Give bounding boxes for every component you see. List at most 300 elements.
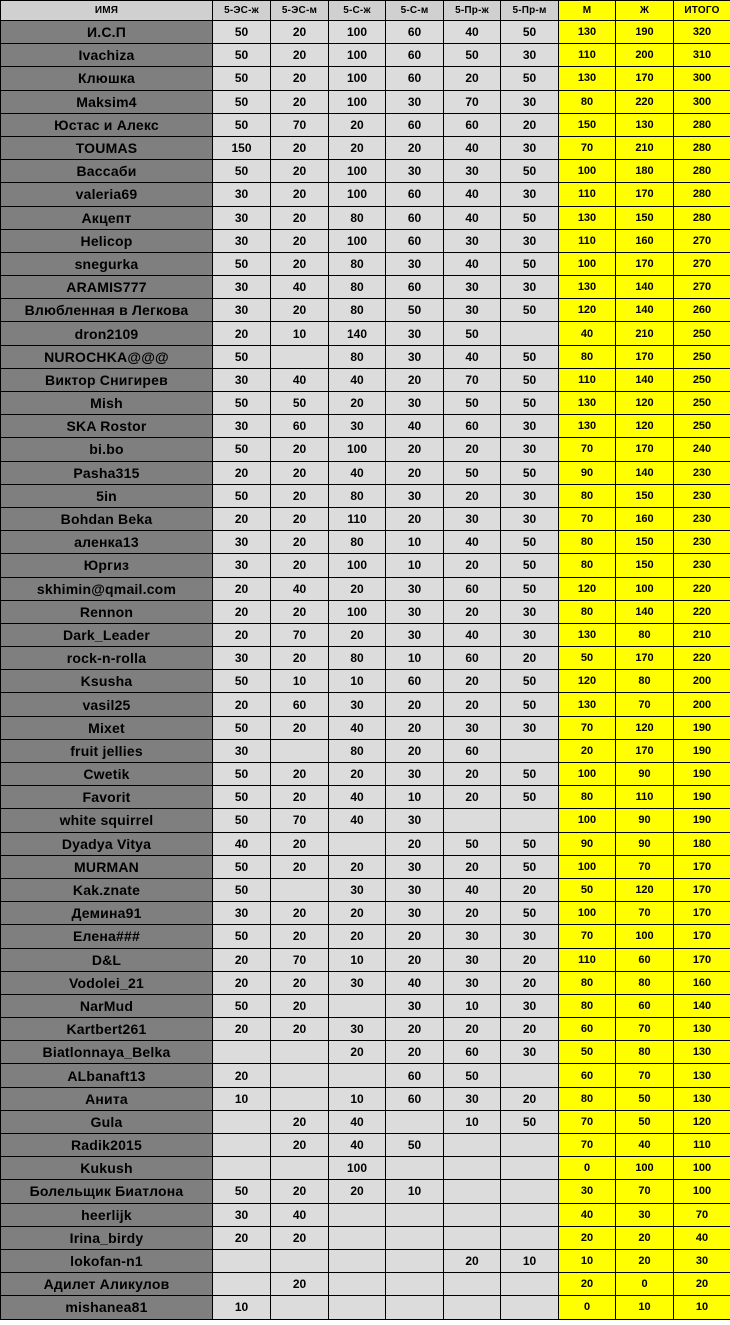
table-row bbox=[1, 368, 730, 391]
score-5-es-zh: 30 bbox=[213, 299, 271, 322]
table-row bbox=[1, 252, 730, 275]
total-zh: 150 bbox=[616, 206, 674, 229]
player-name: skhimin@qmail.com bbox=[1, 577, 213, 600]
score-5-pr-m: 30 bbox=[501, 229, 559, 252]
score-5-es-zh: 50 bbox=[213, 392, 271, 415]
player-name: TOUMAS bbox=[1, 136, 213, 159]
score-5-s-m: 20 bbox=[386, 925, 444, 948]
score-5-s-zh: 80 bbox=[329, 252, 386, 275]
total-overall: 260 bbox=[674, 299, 730, 322]
table-row bbox=[1, 1110, 730, 1133]
score-5-pr-zh bbox=[444, 1134, 501, 1157]
score-5-es-m: 20 bbox=[271, 647, 329, 670]
score-5-es-zh: 20 bbox=[213, 1064, 271, 1087]
table-row bbox=[1, 902, 730, 925]
score-5-pr-m: 50 bbox=[501, 902, 559, 925]
total-zh: 20 bbox=[616, 1226, 674, 1249]
total-overall: 130 bbox=[674, 1087, 730, 1110]
score-5-es-zh: 20 bbox=[213, 948, 271, 971]
table-row bbox=[1, 577, 730, 600]
score-5-es-m: 20 bbox=[271, 786, 329, 809]
total-overall: 280 bbox=[674, 136, 730, 159]
score-5-s-m: 30 bbox=[386, 160, 444, 183]
score-5-es-m: 50 bbox=[271, 392, 329, 415]
score-5-s-zh: 80 bbox=[329, 531, 386, 554]
score-5-es-zh: 50 bbox=[213, 21, 271, 44]
score-5-es-m: 20 bbox=[271, 67, 329, 90]
score-5-s-zh bbox=[329, 994, 386, 1017]
total-zh: 140 bbox=[616, 299, 674, 322]
score-5-es-zh: 50 bbox=[213, 855, 271, 878]
table-row bbox=[1, 206, 730, 229]
table-row bbox=[1, 1041, 730, 1064]
score-5-pr-m: 50 bbox=[501, 786, 559, 809]
total-m: 90 bbox=[559, 461, 616, 484]
table-row bbox=[1, 1134, 730, 1157]
total-overall: 280 bbox=[674, 113, 730, 136]
total-zh: 90 bbox=[616, 763, 674, 786]
table-row bbox=[1, 183, 730, 206]
score-5-s-zh: 20 bbox=[329, 763, 386, 786]
score-5-s-m: 30 bbox=[386, 763, 444, 786]
total-zh: 180 bbox=[616, 160, 674, 183]
total-overall: 190 bbox=[674, 809, 730, 832]
total-overall: 170 bbox=[674, 925, 730, 948]
score-5-pr-m bbox=[501, 1180, 559, 1203]
score-5-s-zh bbox=[329, 1249, 386, 1272]
total-m: 70 bbox=[559, 1110, 616, 1133]
score-5-pr-zh: 30 bbox=[444, 229, 501, 252]
score-5-s-zh: 10 bbox=[329, 948, 386, 971]
score-5-pr-m: 20 bbox=[501, 878, 559, 901]
score-5-es-m: 20 bbox=[271, 299, 329, 322]
total-m: 70 bbox=[559, 925, 616, 948]
total-overall: 230 bbox=[674, 507, 730, 530]
col-header-m: М bbox=[559, 1, 616, 21]
player-name: Dyadya Vitya bbox=[1, 832, 213, 855]
table-row bbox=[1, 600, 730, 623]
score-5-pr-zh bbox=[444, 1180, 501, 1203]
score-5-s-zh: 20 bbox=[329, 623, 386, 646]
score-5-pr-m: 30 bbox=[501, 600, 559, 623]
header-row bbox=[1, 1, 730, 21]
score-5-s-zh: 20 bbox=[329, 392, 386, 415]
score-5-pr-zh: 70 bbox=[444, 368, 501, 391]
score-5-pr-zh: 10 bbox=[444, 1110, 501, 1133]
score-5-es-m: 20 bbox=[271, 1110, 329, 1133]
table-row bbox=[1, 971, 730, 994]
total-m: 60 bbox=[559, 1064, 616, 1087]
total-zh: 150 bbox=[616, 531, 674, 554]
player-name: Ivachiza bbox=[1, 44, 213, 67]
score-5-pr-zh: 20 bbox=[444, 693, 501, 716]
score-5-es-m: 40 bbox=[271, 276, 329, 299]
score-5-pr-zh: 40 bbox=[444, 21, 501, 44]
col-header-5-s-zh: 5-С-ж bbox=[329, 1, 386, 21]
total-overall: 170 bbox=[674, 902, 730, 925]
total-m: 100 bbox=[559, 252, 616, 275]
score-5-es-zh bbox=[213, 1134, 271, 1157]
score-5-pr-m bbox=[501, 809, 559, 832]
score-5-es-zh: 50 bbox=[213, 90, 271, 113]
score-5-pr-zh: 40 bbox=[444, 531, 501, 554]
total-zh: 200 bbox=[616, 44, 674, 67]
score-5-es-zh: 50 bbox=[213, 113, 271, 136]
score-5-pr-zh bbox=[444, 1273, 501, 1296]
score-5-pr-zh bbox=[444, 1157, 501, 1180]
score-5-s-m bbox=[386, 1249, 444, 1272]
total-overall: 220 bbox=[674, 577, 730, 600]
total-m: 70 bbox=[559, 438, 616, 461]
total-m: 130 bbox=[559, 21, 616, 44]
total-overall: 20 bbox=[674, 1273, 730, 1296]
score-5-es-m bbox=[271, 1041, 329, 1064]
score-5-s-m: 10 bbox=[386, 1180, 444, 1203]
table-row bbox=[1, 415, 730, 438]
table-row bbox=[1, 647, 730, 670]
score-5-pr-m bbox=[501, 739, 559, 762]
score-5-pr-m: 50 bbox=[501, 345, 559, 368]
score-5-s-m: 30 bbox=[386, 623, 444, 646]
score-5-pr-zh: 30 bbox=[444, 925, 501, 948]
score-5-s-m: 30 bbox=[386, 809, 444, 832]
total-overall: 320 bbox=[674, 21, 730, 44]
score-5-es-zh: 50 bbox=[213, 44, 271, 67]
total-overall: 100 bbox=[674, 1157, 730, 1180]
score-5-pr-m: 50 bbox=[501, 206, 559, 229]
score-5-es-zh: 30 bbox=[213, 739, 271, 762]
score-5-pr-m: 50 bbox=[501, 554, 559, 577]
score-5-pr-zh: 50 bbox=[444, 44, 501, 67]
score-5-pr-m: 20 bbox=[501, 647, 559, 670]
score-5-es-m bbox=[271, 1249, 329, 1272]
player-name: Favorit bbox=[1, 786, 213, 809]
score-5-pr-m: 30 bbox=[501, 507, 559, 530]
total-zh: 220 bbox=[616, 90, 674, 113]
score-5-es-m: 20 bbox=[271, 183, 329, 206]
col-header-5-es-m: 5-ЭС-м bbox=[271, 1, 329, 21]
total-overall: 200 bbox=[674, 693, 730, 716]
table-row bbox=[1, 392, 730, 415]
player-name: Dark_Leader bbox=[1, 623, 213, 646]
total-zh: 170 bbox=[616, 345, 674, 368]
total-zh: 190 bbox=[616, 21, 674, 44]
score-5-pr-m: 30 bbox=[501, 1041, 559, 1064]
score-5-pr-m: 50 bbox=[501, 763, 559, 786]
score-5-pr-zh: 20 bbox=[444, 554, 501, 577]
score-5-pr-m: 20 bbox=[501, 948, 559, 971]
total-overall: 210 bbox=[674, 623, 730, 646]
score-5-es-m: 20 bbox=[271, 461, 329, 484]
score-5-es-m: 20 bbox=[271, 160, 329, 183]
player-name: Kak.znate bbox=[1, 878, 213, 901]
score-5-s-zh: 100 bbox=[329, 44, 386, 67]
total-overall: 220 bbox=[674, 647, 730, 670]
score-5-s-zh: 40 bbox=[329, 368, 386, 391]
total-zh: 100 bbox=[616, 577, 674, 600]
score-5-s-m: 30 bbox=[386, 600, 444, 623]
player-name: Юргиз bbox=[1, 554, 213, 577]
table-row bbox=[1, 461, 730, 484]
score-5-s-zh: 40 bbox=[329, 786, 386, 809]
score-5-s-zh: 100 bbox=[329, 21, 386, 44]
total-m: 150 bbox=[559, 113, 616, 136]
score-5-s-zh: 20 bbox=[329, 113, 386, 136]
player-name: ALbanaft13 bbox=[1, 1064, 213, 1087]
total-m: 80 bbox=[559, 994, 616, 1017]
score-5-s-m: 60 bbox=[386, 1087, 444, 1110]
score-5-es-m: 40 bbox=[271, 368, 329, 391]
score-5-s-m: 30 bbox=[386, 577, 444, 600]
score-5-s-m: 20 bbox=[386, 1041, 444, 1064]
score-5-s-m: 10 bbox=[386, 647, 444, 670]
total-overall: 180 bbox=[674, 832, 730, 855]
score-5-es-zh: 20 bbox=[213, 577, 271, 600]
player-name: Клюшка bbox=[1, 67, 213, 90]
total-zh: 90 bbox=[616, 809, 674, 832]
player-name: lokofan-n1 bbox=[1, 1249, 213, 1272]
score-5-s-zh: 100 bbox=[329, 554, 386, 577]
score-5-es-zh: 30 bbox=[213, 183, 271, 206]
score-5-es-m: 20 bbox=[271, 1226, 329, 1249]
total-overall: 250 bbox=[674, 322, 730, 345]
total-zh: 120 bbox=[616, 392, 674, 415]
player-name: Vodolei_21 bbox=[1, 971, 213, 994]
score-5-s-m: 20 bbox=[386, 948, 444, 971]
total-m: 120 bbox=[559, 670, 616, 693]
score-5-pr-m: 50 bbox=[501, 670, 559, 693]
total-overall: 140 bbox=[674, 994, 730, 1017]
score-5-pr-m bbox=[501, 1273, 559, 1296]
total-m: 40 bbox=[559, 1203, 616, 1226]
score-5-s-m bbox=[386, 1226, 444, 1249]
score-5-pr-m bbox=[501, 1064, 559, 1087]
score-5-es-zh: 30 bbox=[213, 647, 271, 670]
total-overall: 190 bbox=[674, 763, 730, 786]
total-overall: 130 bbox=[674, 1041, 730, 1064]
total-m: 80 bbox=[559, 531, 616, 554]
score-5-pr-m: 50 bbox=[501, 299, 559, 322]
score-5-pr-m: 30 bbox=[501, 183, 559, 206]
score-5-pr-zh: 10 bbox=[444, 994, 501, 1017]
score-5-pr-m bbox=[501, 1157, 559, 1180]
total-m: 60 bbox=[559, 1018, 616, 1041]
player-name: white squirrel bbox=[1, 809, 213, 832]
score-5-pr-zh: 40 bbox=[444, 183, 501, 206]
score-5-s-m: 20 bbox=[386, 739, 444, 762]
score-5-es-m: 20 bbox=[271, 252, 329, 275]
total-zh: 160 bbox=[616, 229, 674, 252]
score-5-pr-m: 50 bbox=[501, 392, 559, 415]
table-row bbox=[1, 229, 730, 252]
score-5-pr-zh: 60 bbox=[444, 739, 501, 762]
total-m: 130 bbox=[559, 693, 616, 716]
score-5-s-m: 30 bbox=[386, 994, 444, 1017]
table-row bbox=[1, 1180, 730, 1203]
table-row bbox=[1, 786, 730, 809]
score-5-s-m: 30 bbox=[386, 855, 444, 878]
score-5-pr-zh: 20 bbox=[444, 1249, 501, 1272]
player-name: Cwetik bbox=[1, 763, 213, 786]
score-5-pr-m: 30 bbox=[501, 925, 559, 948]
total-zh: 40 bbox=[616, 1134, 674, 1157]
score-5-s-m: 10 bbox=[386, 531, 444, 554]
score-5-s-zh: 30 bbox=[329, 1018, 386, 1041]
total-m: 50 bbox=[559, 1041, 616, 1064]
score-5-es-m: 20 bbox=[271, 1273, 329, 1296]
col-header-total: ИТОГО bbox=[674, 1, 730, 21]
score-5-pr-m bbox=[501, 1134, 559, 1157]
player-name: ARAMIS777 bbox=[1, 276, 213, 299]
score-5-es-m bbox=[271, 1157, 329, 1180]
score-5-s-m: 20 bbox=[386, 1018, 444, 1041]
total-overall: 250 bbox=[674, 392, 730, 415]
score-5-s-m bbox=[386, 1273, 444, 1296]
player-name: valeria69 bbox=[1, 183, 213, 206]
table-row bbox=[1, 1157, 730, 1180]
score-5-s-zh: 40 bbox=[329, 809, 386, 832]
player-name: mishanea81 bbox=[1, 1296, 213, 1319]
score-5-es-m: 20 bbox=[271, 1018, 329, 1041]
score-5-s-zh: 20 bbox=[329, 1041, 386, 1064]
score-5-s-m: 20 bbox=[386, 438, 444, 461]
score-5-s-zh bbox=[329, 832, 386, 855]
player-name: fruit jellies bbox=[1, 739, 213, 762]
total-m: 100 bbox=[559, 902, 616, 925]
player-name: D&L bbox=[1, 948, 213, 971]
total-zh: 70 bbox=[616, 693, 674, 716]
total-m: 80 bbox=[559, 484, 616, 507]
total-m: 0 bbox=[559, 1296, 616, 1319]
score-5-pr-zh: 60 bbox=[444, 1041, 501, 1064]
score-5-pr-zh: 40 bbox=[444, 252, 501, 275]
total-overall: 250 bbox=[674, 345, 730, 368]
score-5-pr-m: 30 bbox=[501, 136, 559, 159]
score-5-pr-zh: 50 bbox=[444, 832, 501, 855]
score-5-pr-zh: 20 bbox=[444, 670, 501, 693]
score-5-es-m: 20 bbox=[271, 971, 329, 994]
total-zh: 60 bbox=[616, 948, 674, 971]
score-5-pr-zh: 30 bbox=[444, 299, 501, 322]
score-5-pr-m: 20 bbox=[501, 113, 559, 136]
score-5-pr-m: 30 bbox=[501, 438, 559, 461]
score-5-s-m: 20 bbox=[386, 832, 444, 855]
col-header-5-pr-zh: 5-Пр-ж bbox=[444, 1, 501, 21]
score-5-s-zh: 100 bbox=[329, 90, 386, 113]
total-m: 130 bbox=[559, 206, 616, 229]
table-row bbox=[1, 299, 730, 322]
total-zh: 210 bbox=[616, 322, 674, 345]
score-5-es-zh: 20 bbox=[213, 623, 271, 646]
score-5-pr-zh: 30 bbox=[444, 716, 501, 739]
total-m: 40 bbox=[559, 322, 616, 345]
score-5-s-m: 60 bbox=[386, 183, 444, 206]
player-name: Анита bbox=[1, 1087, 213, 1110]
player-name: Юстас и Алекс bbox=[1, 113, 213, 136]
score-5-es-m: 20 bbox=[271, 507, 329, 530]
total-overall: 130 bbox=[674, 1018, 730, 1041]
total-zh: 120 bbox=[616, 878, 674, 901]
score-5-s-m: 20 bbox=[386, 716, 444, 739]
player-name: Bohdan Beka bbox=[1, 507, 213, 530]
total-zh: 70 bbox=[616, 1018, 674, 1041]
total-zh: 80 bbox=[616, 623, 674, 646]
player-name: Radik2015 bbox=[1, 1134, 213, 1157]
player-name: bi.bo bbox=[1, 438, 213, 461]
score-5-s-zh: 80 bbox=[329, 484, 386, 507]
table-row bbox=[1, 1203, 730, 1226]
total-overall: 230 bbox=[674, 484, 730, 507]
score-5-es-zh: 50 bbox=[213, 345, 271, 368]
total-m: 80 bbox=[559, 1087, 616, 1110]
total-m: 80 bbox=[559, 600, 616, 623]
table-row bbox=[1, 531, 730, 554]
total-zh: 70 bbox=[616, 1180, 674, 1203]
score-5-pr-m: 30 bbox=[501, 276, 559, 299]
player-name: Mixet bbox=[1, 716, 213, 739]
total-zh: 120 bbox=[616, 716, 674, 739]
score-5-es-m: 40 bbox=[271, 577, 329, 600]
total-m: 110 bbox=[559, 229, 616, 252]
col-header-zh: Ж bbox=[616, 1, 674, 21]
total-m: 130 bbox=[559, 623, 616, 646]
score-5-es-zh: 30 bbox=[213, 531, 271, 554]
score-5-es-zh: 50 bbox=[213, 252, 271, 275]
total-m: 10 bbox=[559, 1249, 616, 1272]
score-5-s-m: 60 bbox=[386, 229, 444, 252]
total-m: 80 bbox=[559, 90, 616, 113]
table-row bbox=[1, 113, 730, 136]
total-m: 50 bbox=[559, 878, 616, 901]
score-5-pr-zh: 40 bbox=[444, 345, 501, 368]
total-zh: 30 bbox=[616, 1203, 674, 1226]
total-overall: 120 bbox=[674, 1110, 730, 1133]
score-5-s-zh: 80 bbox=[329, 299, 386, 322]
table-body bbox=[1, 21, 730, 1320]
total-overall: 280 bbox=[674, 183, 730, 206]
total-overall: 100 bbox=[674, 1180, 730, 1203]
total-m: 20 bbox=[559, 1273, 616, 1296]
player-name: NarMud bbox=[1, 994, 213, 1017]
total-zh: 80 bbox=[616, 1041, 674, 1064]
score-5-es-m bbox=[271, 1296, 329, 1319]
score-5-pr-m: 50 bbox=[501, 21, 559, 44]
table-row bbox=[1, 322, 730, 345]
total-zh: 210 bbox=[616, 136, 674, 159]
score-5-pr-zh: 20 bbox=[444, 786, 501, 809]
score-5-pr-m: 30 bbox=[501, 716, 559, 739]
score-5-es-zh: 50 bbox=[213, 994, 271, 1017]
score-5-es-zh: 20 bbox=[213, 461, 271, 484]
score-5-es-m: 20 bbox=[271, 902, 329, 925]
col-header-name: ИМЯ bbox=[1, 1, 213, 21]
player-name: Ksusha bbox=[1, 670, 213, 693]
score-5-pr-m bbox=[501, 1203, 559, 1226]
player-name: И.С.П bbox=[1, 21, 213, 44]
total-zh: 140 bbox=[616, 276, 674, 299]
score-5-pr-m: 50 bbox=[501, 160, 559, 183]
score-5-s-zh: 110 bbox=[329, 507, 386, 530]
col-header-5-s-m: 5-С-м bbox=[386, 1, 444, 21]
score-5-pr-zh: 20 bbox=[444, 484, 501, 507]
score-5-pr-zh: 20 bbox=[444, 855, 501, 878]
total-m: 110 bbox=[559, 183, 616, 206]
player-name: Irina_birdy bbox=[1, 1226, 213, 1249]
total-overall: 170 bbox=[674, 878, 730, 901]
score-5-pr-zh: 40 bbox=[444, 878, 501, 901]
total-m: 100 bbox=[559, 763, 616, 786]
score-5-pr-zh: 50 bbox=[444, 322, 501, 345]
